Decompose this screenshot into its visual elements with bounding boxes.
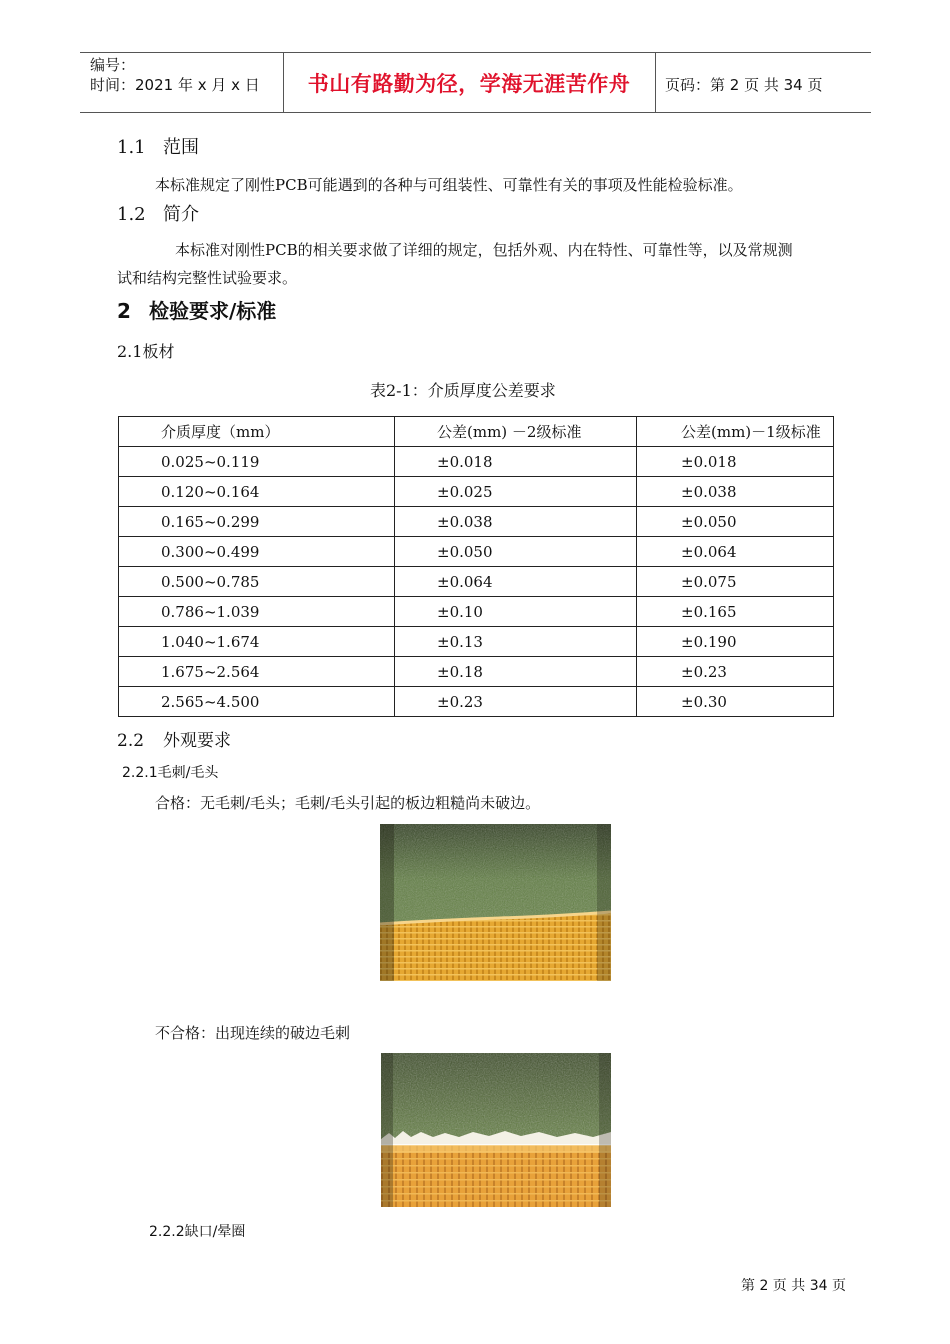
rejected-burr-photo: [381, 1053, 611, 1207]
tolerance-class2-cell: ±0.038: [395, 507, 637, 537]
section-2-1-heading: 2.1板材: [117, 342, 175, 361]
tolerance-class1-cell: ±0.165: [637, 597, 834, 627]
thickness-cell: 1.675~2.564: [119, 657, 395, 687]
table-row: [119, 537, 834, 567]
section-number: 2.2: [117, 731, 145, 751]
tolerance-class1-cell: ±0.075: [637, 567, 834, 597]
table-row: [119, 687, 834, 717]
header-top-rule: [80, 52, 871, 53]
tolerance-class1-cell: ±0.018: [637, 447, 834, 477]
thickness-cell: 0.165~0.299: [119, 507, 395, 537]
header-meta: [90, 55, 260, 95]
section-2-2-heading: [117, 731, 231, 751]
date-line: 时间：2021 年 x 月 x 日: [90, 76, 260, 94]
board-edge-image: [380, 824, 611, 981]
tolerance-class2-cell: ±0.23: [395, 687, 637, 717]
table-row: [119, 657, 834, 687]
section-1-2-heading: [117, 205, 199, 225]
tolerance-class1-cell: ±0.050: [637, 507, 834, 537]
tolerance-class2-cell: ±0.050: [395, 537, 637, 567]
tolerance-class1-cell: ±0.190: [637, 627, 834, 657]
tolerance-class2-cell: ±0.064: [395, 567, 637, 597]
table-row: [119, 507, 834, 537]
dielectric-tolerance-table: [118, 416, 834, 717]
thickness-cell: 0.025~0.119: [119, 447, 395, 477]
motto: 书山有路勤为径，学海无涯苦作舟: [307, 72, 631, 96]
doc-number-label: 编号：: [90, 56, 136, 74]
fail-criteria-text: 不合格：出现连续的破边毛刺: [155, 1024, 351, 1042]
section-number: 1.1: [117, 137, 146, 158]
table-caption: 表2-1：介质厚度公差要求: [370, 381, 556, 400]
tolerance-class1-cell: ±0.23: [637, 657, 834, 687]
tolerance-class2-cell: ±0.18: [395, 657, 637, 687]
section-title: 外观要求: [163, 731, 231, 751]
section-title: 范围: [163, 137, 199, 158]
header-divider-2: [655, 52, 656, 112]
table-row: [119, 477, 834, 507]
table-row: [119, 567, 834, 597]
section-2-2-1-heading: 2.2.1毛刺/毛头: [122, 765, 219, 781]
section-title: 简介: [163, 204, 199, 225]
tolerance-class2-cell: ±0.13: [395, 627, 637, 657]
table-row: [119, 597, 834, 627]
acceptable-burr-photo: [380, 824, 611, 981]
section-title: 检验要求/标准: [149, 299, 277, 323]
header-cell: 公差(mm) －2级标准: [395, 417, 637, 447]
page-code: 页码：第 2 页 共 34 页: [665, 76, 823, 94]
tolerance-class1-cell: ±0.038: [637, 477, 834, 507]
thickness-cell: 0.786~1.039: [119, 597, 395, 627]
header-bottom-rule: [80, 112, 871, 113]
table-header-row: [119, 417, 834, 447]
section-2-2-2-heading: 2.2.2缺口/晕圈: [149, 1224, 246, 1240]
table-row: [119, 627, 834, 657]
thickness-cell: 0.300~0.499: [119, 537, 395, 567]
thickness-cell: 1.040~1.674: [119, 627, 395, 657]
section-1-1-body: 本标准规定了刚性PCB可能遇到的各种与可组装性、可靠性有关的事项及性能检验标准。: [155, 176, 743, 194]
tolerance-class2-cell: ±0.025: [395, 477, 637, 507]
thickness-cell: 0.120~0.164: [119, 477, 395, 507]
thickness-cell: 0.500~0.785: [119, 567, 395, 597]
section-number: 2: [117, 299, 131, 323]
header-cell: 公差(mm)－1级标准: [637, 417, 834, 447]
board-edge-image: [381, 1053, 611, 1207]
tolerance-class1-cell: ±0.30: [637, 687, 834, 717]
section-number: 1.2: [117, 204, 146, 225]
tolerance-class2-cell: ±0.10: [395, 597, 637, 627]
table-row: [119, 447, 834, 477]
header-cell: 介质厚度（mm）: [119, 417, 395, 447]
section-1-1-heading: [117, 138, 199, 158]
thickness-cell: 2.565~4.500: [119, 687, 395, 717]
tolerance-class2-cell: ±0.018: [395, 447, 637, 477]
tolerance-class1-cell: ±0.064: [637, 537, 834, 567]
section-1-2-body-line1: 本标准对刚性PCB的相关要求做了详细的规定，包括外观、内在特性、可靠性等，以及常规测: [175, 241, 793, 259]
section-2-heading: [117, 301, 276, 321]
page-footer: 第 2 页 共 34 页: [741, 1278, 846, 1294]
section-1-2-body-line2: 试和结构完整性试验要求。: [117, 269, 298, 287]
pass-criteria-text: 合格：无毛刺/毛头；毛刺/毛头引起的板边粗糙尚未破边。: [155, 794, 541, 812]
